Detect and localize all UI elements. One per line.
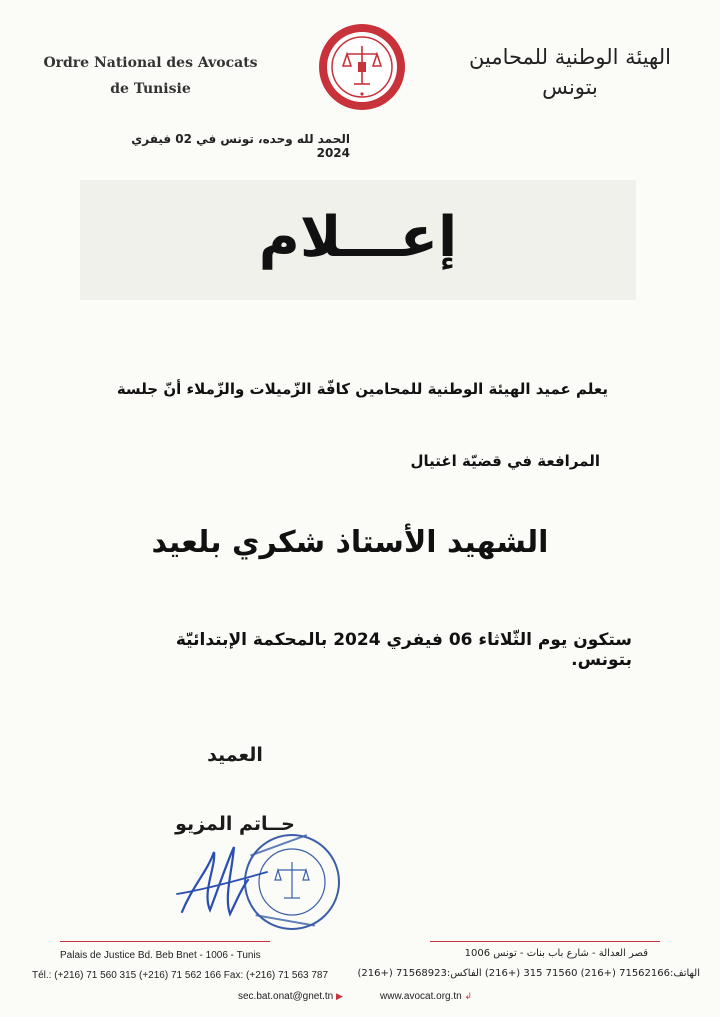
footer-divider-left [60,941,270,942]
footer-website-text[interactable]: www.avocat.org.tn [380,991,462,1002]
org-name-french-line2: de Tunisie [110,81,191,97]
org-name-arabic [455,42,685,102]
arrow-right-icon: ▶ [336,991,343,1001]
footer-divider-right [430,941,660,942]
body-line-1: يعلم عميد الهيئة الوطنية للمحامين كافّة الزّميلات والزّملاء أنّ جلسة [116,380,608,398]
martyr-name: الشهيد الأستاذ شكري بلعيد [151,525,549,560]
scales-of-justice-icon [317,22,407,112]
footer-website [380,991,472,1002]
footer-phones-arabic: الهاتف:71562166 (+216) 71560 315 (+216) الفاكس:71568923 (+216) [357,968,700,979]
org-name-french-line1: Ordre National des Avocats [43,55,258,71]
org-name-arabic-line1: الهيئة الوطنية للمحامين [469,45,671,69]
dean-title: العميد [207,744,263,766]
document-date: الحمد لله وحده، تونس في 02 فيفري 2024 [131,132,350,160]
handwritten-signature-icon [172,832,282,927]
footer-email [238,991,343,1002]
body-line-2: المرافعة في قضيّة اغتيال [410,452,600,470]
footer-phones-french: Tél.: (+216) 71 560 315 (+216) 71 562 166 Fax: (+216) 71 563 787 [32,970,329,981]
footer-address-arabic: قصر العدالة - شارع باب بنات - تونس 1006 [464,948,648,959]
org-name-french [28,50,273,102]
footer-address-french: Palais de Justice Bd. Beb Bnet - 1006 - Tunis [60,950,261,961]
document-title: إعـــلام [258,205,458,270]
corner-arrow-icon: ↲ [464,991,473,1001]
dean-name: حــاتم المزيو [175,813,295,835]
body-line-3: ستكون يوم الثّلاثاء 06 فيفري 2024 بالمحكمة الإبتدائيّة بتونس. [175,630,632,670]
org-name-arabic-line2: بتونس [542,75,598,99]
footer-email-text[interactable]: sec.bat.onat@gnet.tn [238,991,334,1002]
